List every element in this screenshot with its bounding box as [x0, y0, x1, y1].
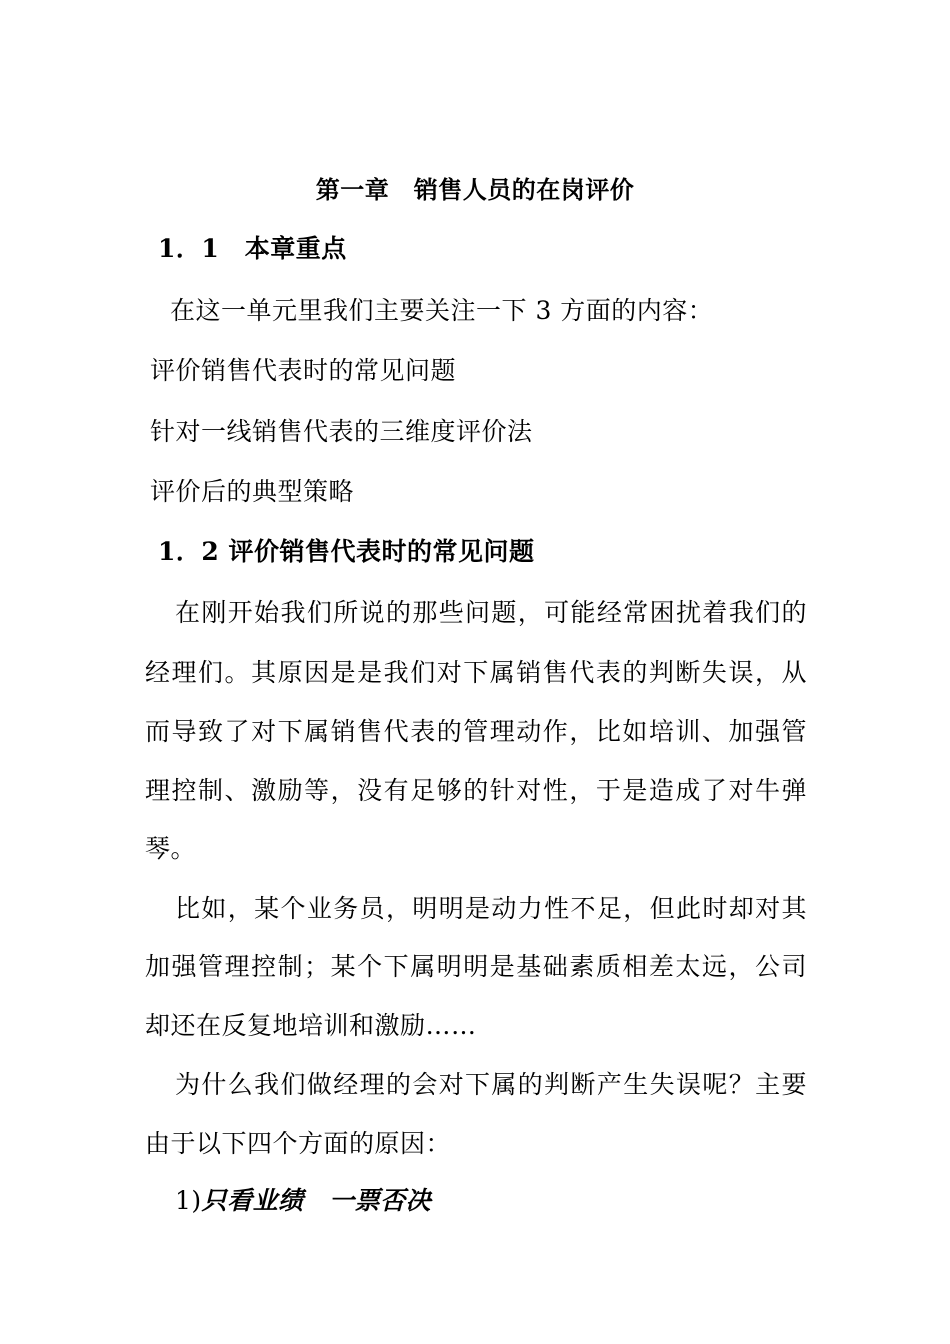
- focus-item-1: 评价销售代表时的常见问题: [150, 356, 457, 385]
- paragraph-1-line-3: 而导致了对下属销售代表的管理动作，比如培训、加强管: [145, 717, 807, 746]
- paragraph-1-line-5: 琴。: [145, 834, 197, 863]
- reason-1: [175, 1185, 431, 1217]
- paragraph-2-line-2: 加强管理控制；某个下属明明是基础素质相差太远，公司: [145, 952, 807, 981]
- paragraph-1-line-4: 理控制、激励等，没有足够的针对性，于是造成了对牛弹: [145, 776, 807, 805]
- paragraph-3-line-1: 为什么我们做经理的会对下属的判断产生失误呢？主要: [175, 1070, 807, 1099]
- paragraph-2-line-1: 比如，某个业务员，明明是动力性不足，但此时却对其: [175, 894, 807, 923]
- paragraph-3-line-2: 由于以下四个方面的原因：: [145, 1129, 452, 1158]
- focus-item-2: 针对一线销售代表的三维度评价法: [150, 417, 533, 446]
- paragraph-2-line-3: 却还在反复地培训和激励……: [145, 1011, 477, 1040]
- intro-text: 在这一单元里我们主要关注一下 3 方面的内容：: [170, 296, 714, 325]
- focus-item-3: 评价后的典型策略: [150, 477, 355, 506]
- paragraph-1-line-2: 经理们。其原因是是我们对下属销售代表的判断失误，从: [145, 658, 807, 687]
- paragraph-1-line-1: 在刚开始我们所说的那些问题，可能经常困扰着我们的: [175, 598, 807, 627]
- reason-1-number: 1): [175, 1186, 202, 1215]
- reason-1-text: 只看业绩 一票否决: [201, 1186, 432, 1215]
- section-heading-1-2: 1．2 评价销售代表时的常见问题: [158, 537, 535, 566]
- section-heading-1-1: 1．1 本章重点: [158, 234, 347, 263]
- chapter-title: 第一章 销售人员的在岗评价: [315, 175, 635, 204]
